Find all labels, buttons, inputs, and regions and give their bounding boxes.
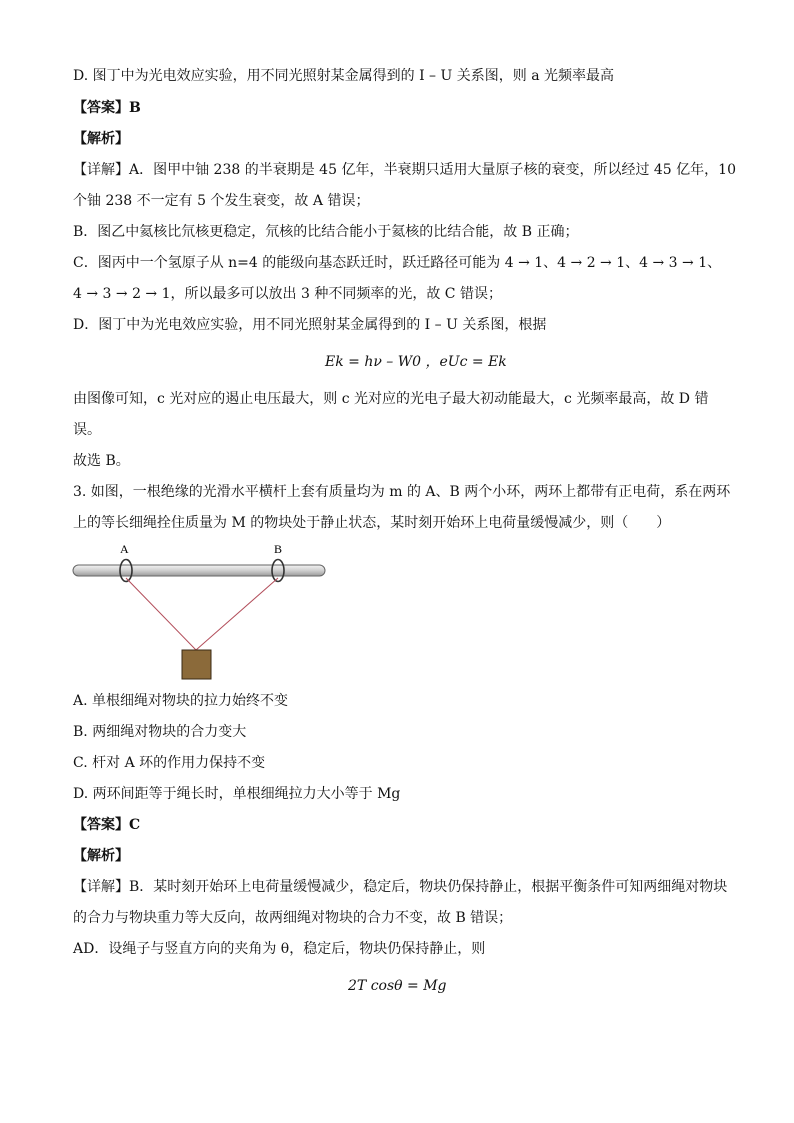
text-line-11: 误。	[73, 422, 101, 438]
text-line-10: 由图像可知，c 光对应的遏止电压最大，则 c 光对应的光电子最大初动能最大，c 光频率最高，故 D 错	[73, 391, 709, 407]
rod-rings-block-figure	[70, 540, 330, 680]
text-line-5: 个铀 238 不一定有 5 个发生衰变，故 A 错误；	[73, 193, 370, 209]
option-d: D. 两环间距等于绳长时，单根细绳拉力大小等于 Mg	[73, 786, 401, 802]
answer-label-1: 【答案】B	[73, 100, 141, 116]
hanging-block	[182, 650, 211, 679]
text-line-7: C．图丙中一个氢原子从 n=4 的能级向基态跃迁时，跃迁路径可能为 4 → 1、4 → 2 → 1、4 → 3 → 1、	[73, 255, 722, 271]
text-line-21: 【详解】B．某时刻开始环上电荷量缓慢减少，稳定后，物块仍保持静止，根据平衡条件可知两细绳对物块	[73, 879, 728, 895]
text-line-22: 的合力与物块重力等大反向，故两细绳对物块的合力不变，故 B 错误；	[73, 910, 513, 926]
analysis-label-1: 【解析】	[73, 131, 129, 147]
text-line-6: B．图乙中氦核比氘核更稳定，氘核的比结合能小于氦核的比结合能，故 B 正确；	[73, 224, 579, 240]
ring-a-label: A	[120, 542, 129, 556]
question-3-line-1: 3. 如图，一根绝缘的光滑水平横杆上套有质量均为 m 的 A、B 两个小环，两环上都带有正电荷，系在两环	[73, 484, 731, 500]
rope-right	[196, 578, 278, 650]
equation-photoelectric: Ek = hν – W0 ，eUc = Ek	[325, 354, 507, 370]
question-3-line-2: 上的等长细绳拴住质量为 M 的物块处于静止状态，某时刻开始环上电荷量缓慢减少，则（ ）	[73, 515, 671, 531]
option-c: C. 杆对 A 环的作用力保持不变	[73, 755, 266, 771]
text-line-8: 4 → 3 → 2 → 1，所以最多可以放出 3 种不同频率的光，故 C 错误；	[73, 286, 502, 302]
rope-left	[126, 578, 196, 650]
horizontal-rod	[73, 565, 325, 576]
text-line-12: 故选 B。	[73, 453, 130, 469]
text-line-1: D. 图丁中为光电效应实验，用不同光照射某金属得到的 I – U 关系图，则 a 光频率最高	[73, 68, 615, 84]
equation-tension: 2T cosθ = Mg	[348, 978, 447, 994]
answer-label-2: 【答案】C	[73, 817, 141, 833]
text-line-23: AD．设绳子与竖直方向的夹角为 θ，稳定后，物块仍保持静止，则	[73, 941, 486, 957]
option-a: A. 单根细绳对物块的拉力始终不变	[73, 693, 289, 709]
ring-b-label: B	[274, 542, 283, 556]
text-line-9: D．图丁中为光电效应实验，用不同光照射某金属得到的 I – U 关系图，根据	[73, 317, 547, 333]
text-line-4: 【详解】A．图甲中铀 238 的半衰期是 45 亿年，半衰期只适用大量原子核的衰变，所以经过 45 亿年，10	[73, 162, 736, 178]
analysis-label-2: 【解析】	[73, 848, 129, 864]
option-b: B. 两细绳对物块的合力变大	[73, 724, 247, 740]
